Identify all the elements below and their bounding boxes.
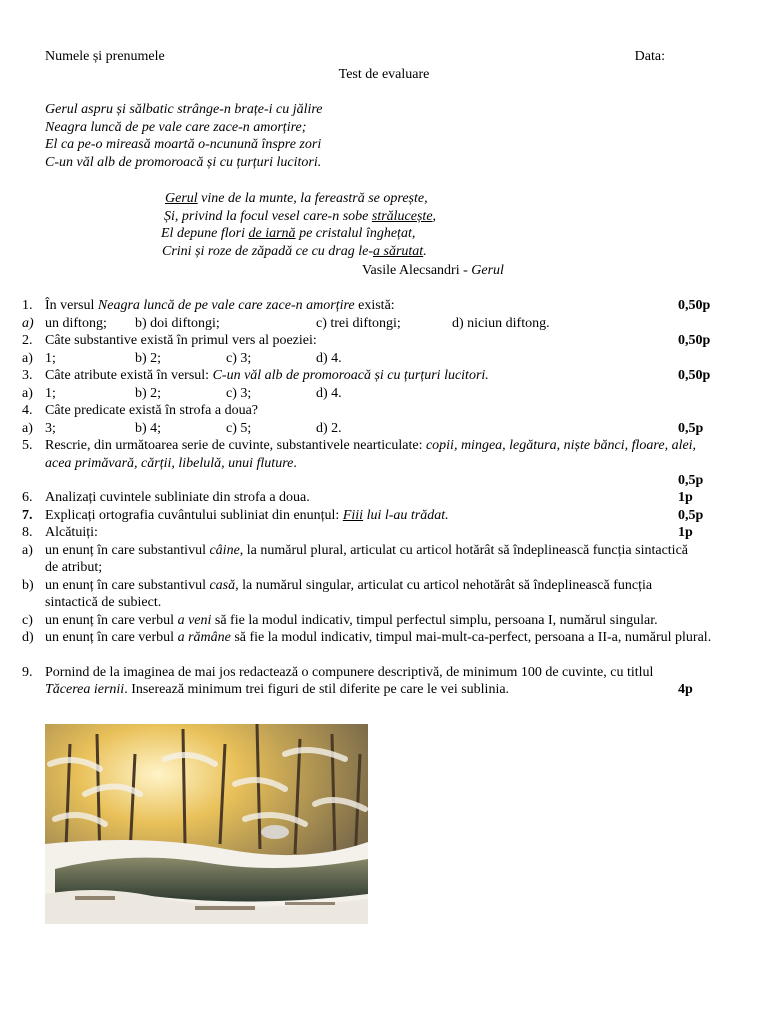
answer-options xyxy=(22,385,722,403)
question-text: Câte substantive există în primul vers al poeziei: xyxy=(45,333,317,348)
poem-text: vine de la munte, la fereastră se oprește, xyxy=(197,191,428,206)
question-quote: C-un văl alb de promoroacă și cu țurțuri lucitori. xyxy=(212,368,489,383)
poem-title: Gerul xyxy=(471,263,504,278)
item-word: casă xyxy=(209,577,236,593)
question-number: 7. xyxy=(22,507,33,523)
question-8-item-a xyxy=(22,542,722,577)
question-points: 0,50p xyxy=(678,368,711,383)
underlined-word: Fiii xyxy=(342,507,364,523)
option: c) 3; xyxy=(226,385,252,401)
poem-line: C-un văl alb de promoroacă și cu țurțuri lucitori. xyxy=(45,154,322,170)
item-label: c) xyxy=(22,612,33,628)
option: d) 4. xyxy=(316,385,342,401)
item-text-part: un enunț în care substantivul xyxy=(45,577,210,593)
underlined-word: strălucește xyxy=(371,208,433,224)
question-text-part: Explicați ortografia cuvântului subliniat din enunțul: xyxy=(45,507,343,523)
question-8-item-c xyxy=(22,612,722,630)
option-label: a) xyxy=(22,350,33,366)
question-text xyxy=(45,507,722,525)
winter-landscape-image xyxy=(45,724,368,924)
question-points: 0,5p xyxy=(678,420,704,436)
poem-line: Neagra luncă de pe vale care zace-n amorțire; xyxy=(45,119,307,135)
question-8-item-b xyxy=(22,577,722,612)
option: b) 2; xyxy=(135,385,162,401)
header-row xyxy=(45,48,665,66)
spacer xyxy=(22,647,722,664)
option: d) niciun diftong. xyxy=(452,315,550,331)
question-number: 4. xyxy=(22,403,33,418)
poem-line xyxy=(165,190,436,208)
question-text-part: Rescrie, din următoarea serie de cuvinte, substantivele nearticulate: xyxy=(45,438,426,453)
item-text xyxy=(45,629,722,647)
question-9 xyxy=(22,664,722,699)
question-text-part: Pornind de la imaginea de mai jos redactează o compunere descriptivă, de minimum 100 de cuvinte, cu titlul xyxy=(45,664,654,680)
item-text-part: să fie la modul indicativ, timpul mai-mult-ca-perfect, persoana a II-a, numărul plural. xyxy=(230,630,712,645)
item-text-part: , la numărul plural, articulat cu articol hotărât să îndeplinească funcția sintactică de atribut; xyxy=(45,542,688,575)
question-text: Câte predicate există în strofa a doua? xyxy=(45,403,259,418)
options-row xyxy=(45,385,342,403)
item-text xyxy=(45,542,722,577)
item-word: câine xyxy=(209,542,240,558)
date-label: Data: xyxy=(634,49,665,64)
question-number: 2. xyxy=(22,333,33,348)
question-quote: copii, mingea, legătura, niște bănci, floare, alei, acea primăvară, cărții, libelulă, unui fluture xyxy=(45,438,697,471)
question-points: 0,50p xyxy=(678,333,711,348)
question-number: 9. xyxy=(22,664,33,680)
question-text-part: În versul xyxy=(45,298,98,313)
underlined-word: a sărutat xyxy=(373,243,424,259)
question-5-points-row xyxy=(22,472,722,489)
question-number: 1. xyxy=(22,298,33,313)
question-6 xyxy=(22,489,722,507)
options-row xyxy=(45,420,342,438)
questions-list xyxy=(22,297,722,699)
item-text xyxy=(45,612,722,630)
option: d) 2. xyxy=(316,420,342,436)
poem-line: El ca pe-o mireasă moartă o-ncunună înspre zori xyxy=(45,137,322,152)
poem-stanza-2 xyxy=(161,190,436,260)
item-label: a) xyxy=(22,542,33,558)
item-text-part: un enunț în care substantivul xyxy=(45,542,210,558)
answer-options xyxy=(22,350,722,368)
option-label: a) xyxy=(22,420,33,436)
option-label: a) xyxy=(22,385,33,401)
question-text-part: . xyxy=(293,455,297,471)
option: b) 4; xyxy=(135,420,162,436)
question-3 xyxy=(22,367,722,385)
option: 3; xyxy=(45,420,56,436)
poem-text: , xyxy=(432,208,437,224)
item-word: a rămâne xyxy=(177,630,231,645)
option: c) 3; xyxy=(226,350,252,366)
question-number: 5. xyxy=(22,438,33,453)
question-text: Analizați cuvintele subliniate din strofa a doua. xyxy=(45,490,310,505)
test-title: Test de evaluare xyxy=(338,67,430,82)
question-quote: Neagra luncă de pe vale care zace-n amorțire xyxy=(97,298,355,313)
poem-text: Crini și roze de zăpadă ce cu drag le- xyxy=(162,243,374,259)
option: b) doi diftongi; xyxy=(135,315,220,331)
answer-options xyxy=(22,315,722,333)
option: c) trei diftongi; xyxy=(316,315,401,331)
author-name: Vasile Alecsandri - xyxy=(362,263,472,278)
poem-text: . xyxy=(423,243,427,259)
name-label: Numele și prenumele xyxy=(45,49,165,64)
poem-text: pe cristalul înghețat, xyxy=(295,226,416,241)
question-text: Alcătuiți: xyxy=(45,525,98,540)
option: b) 2; xyxy=(135,350,162,366)
question-text-part: există: xyxy=(354,298,395,313)
question-text-part: Câte atribute există în versul: xyxy=(45,368,213,383)
question-2 xyxy=(22,332,722,350)
question-8 xyxy=(22,524,722,542)
poem-line xyxy=(164,208,436,226)
question-4 xyxy=(22,402,722,420)
option: un diftong; xyxy=(45,315,107,331)
question-number: 8. xyxy=(22,525,33,540)
item-label: d) xyxy=(22,630,34,645)
question-points: 0,5p xyxy=(678,507,704,523)
option: c) 5; xyxy=(226,420,252,436)
question-quote: lui l-au trădat. xyxy=(363,507,449,523)
item-text xyxy=(45,577,722,612)
option: d) 4. xyxy=(316,350,342,366)
underlined-word: de iarnă xyxy=(248,226,296,241)
poem-text: Și, privind la focul vesel care-n sobe xyxy=(164,208,372,224)
option-label: a) xyxy=(22,315,34,331)
option: 1; xyxy=(45,385,56,401)
poem-stanza-1 xyxy=(45,101,323,171)
question-1 xyxy=(22,297,722,315)
poem-text: El depune flori xyxy=(161,226,249,241)
poem-line: Gerul aspru și sălbatic strânge-n brațe-i cu jălire xyxy=(45,102,323,117)
question-points: 4p xyxy=(678,681,693,697)
question-points: 0,5p xyxy=(678,473,704,488)
options-row xyxy=(45,350,342,368)
question-text xyxy=(45,297,722,315)
poem-author xyxy=(362,262,504,280)
options-row xyxy=(45,315,550,333)
underlined-word: Gerul xyxy=(165,191,198,206)
poem-line xyxy=(162,243,436,261)
item-text-part: să fie la modul indicativ, timpul perfectul simplu, persoana I, numărul singular. xyxy=(211,612,658,628)
question-text xyxy=(45,367,722,385)
question-points: 1p xyxy=(678,490,693,505)
question-text-part: . Inserează minimum trei figuri de stil diferite pe care le vei sublinia. xyxy=(124,682,510,697)
question-quote: Tăcerea iernii xyxy=(45,682,125,697)
winter-landscape-illustration xyxy=(45,724,368,924)
item-text-part: un enunț în care verbul xyxy=(45,630,178,645)
question-points: 0,50p xyxy=(678,298,711,313)
item-text-part: un enunț în care verbul xyxy=(45,612,178,628)
item-text-part: , la numărul singular, articulat cu articol nehotărât să îndeplinească funcția sintactică de subiect. xyxy=(45,577,653,610)
option: 1; xyxy=(45,350,56,366)
question-8-item-d xyxy=(22,629,722,647)
question-text xyxy=(45,664,722,699)
question-points: 1p xyxy=(678,525,693,540)
question-number: 6. xyxy=(22,490,33,505)
question-7 xyxy=(22,507,722,525)
question-text xyxy=(45,437,722,472)
item-label: b) xyxy=(22,577,34,593)
item-word: a veni xyxy=(177,612,212,628)
question-number: 3. xyxy=(22,368,33,383)
poem-line xyxy=(161,225,436,243)
answer-options xyxy=(22,420,722,438)
question-5 xyxy=(22,437,722,472)
